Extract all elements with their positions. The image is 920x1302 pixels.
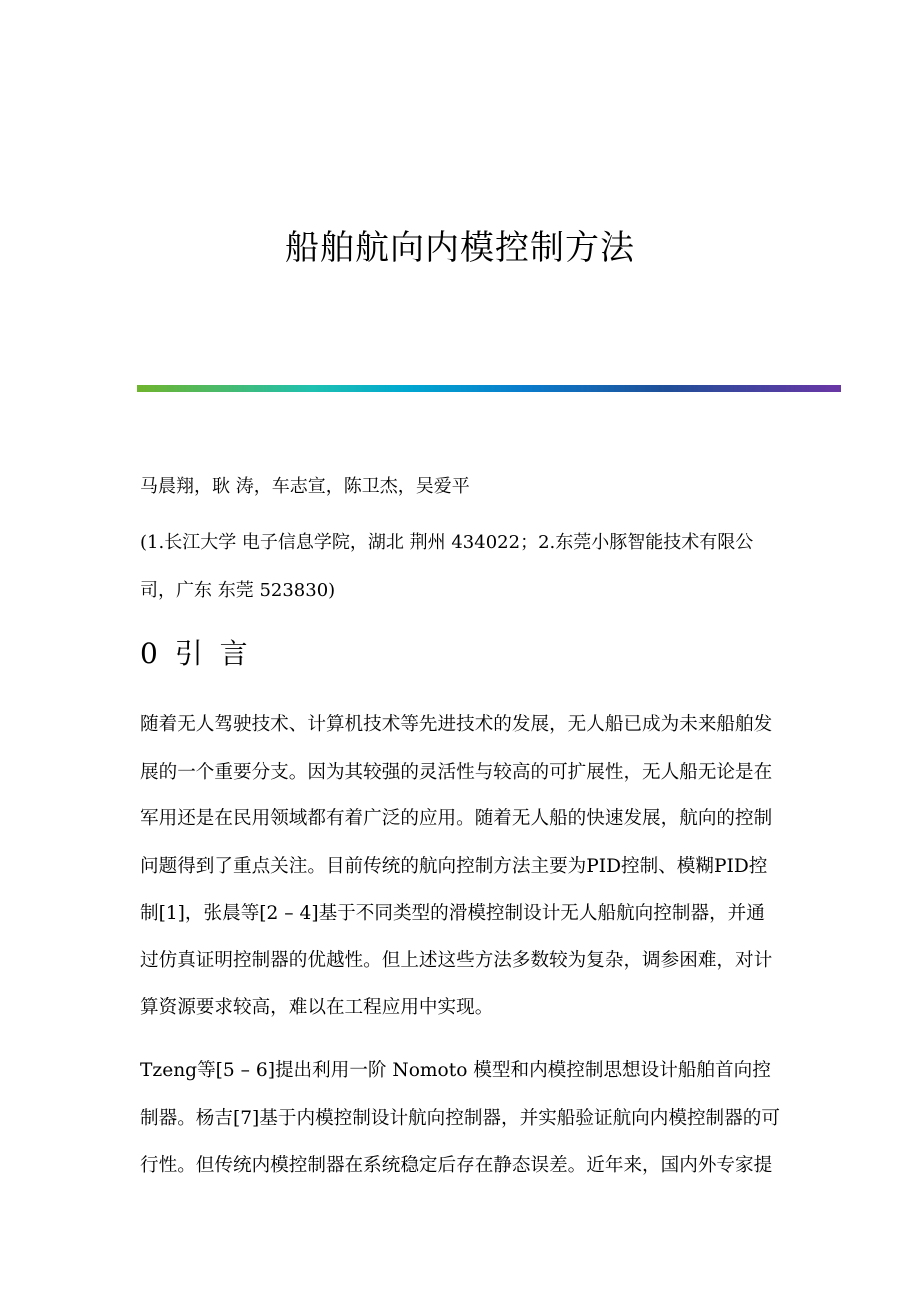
paragraph-line: 随着无人驾驶技术、计算机技术等先进技术的发展，无人船已成为未来船舶发 — [140, 714, 773, 735]
document-title: 船舶航向内模控制方法 — [285, 228, 635, 268]
paragraph-line: 制器。杨吉[7]基于内模控制设计航向控制器，并实船验证航向内模控制器的可 — [140, 1108, 780, 1129]
gradient-divider — [137, 385, 841, 392]
paragraph-line: 算资源要求较高，难以在工程应用中实现。 — [140, 997, 494, 1018]
authors: 马晨翔，耿 涛，车志宣，陈卫杰，吴爱平 — [140, 476, 470, 497]
paragraph-line: 军用还是在民用领域都有着广泛的应用。随着无人船的快速发展，航向的控制 — [140, 808, 773, 829]
section-heading: 0 引 言 — [140, 637, 252, 670]
paragraph-line: 行性。但传统内模控制器在系统稳定后存在静态误差。近年来，国内外专家提 — [140, 1155, 773, 1176]
affiliation-line-2: 司，广东 东莞 523830) — [140, 580, 336, 601]
paragraph-line: 制[1]，张晨等[2 – 4]基于不同类型的滑模控制设计无人船航向控制器，并通 — [140, 903, 765, 924]
affiliation-line-1: (1.长江大学 电子信息学院，湖北 荆州 434022；2.东莞小豚智能技术有限公 — [140, 532, 754, 553]
paragraph-line: Tzeng等[5 – 6]提出利用一阶 Nomoto 模型和内模控制思想设计船舶首向控 — [140, 1060, 771, 1081]
paragraph-line: 过仿真证明控制器的优越性。但上述这些方法多数较为复杂，调参困难，对计 — [140, 950, 773, 971]
paragraph-line: 展的一个重要分支。因为其较强的灵活性与较高的可扩展性，无人船无论是在 — [140, 762, 773, 783]
paragraph-line: 问题得到了重点关注。目前传统的航向控制方法主要为PID控制、模糊PID控 — [140, 856, 768, 877]
